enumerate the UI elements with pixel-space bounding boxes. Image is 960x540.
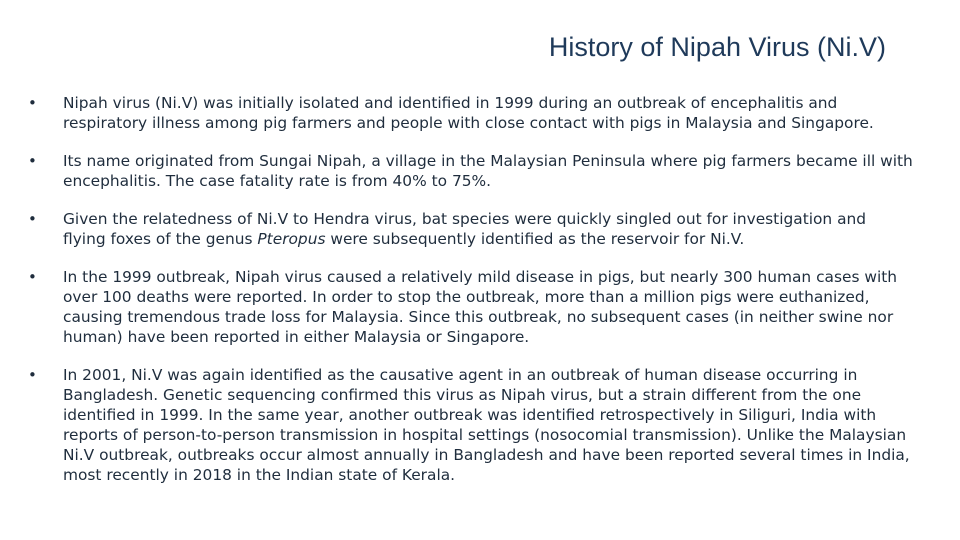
bullet-item-reservoir [28, 209, 913, 249]
bullet-text: Nipah virus (Ni.V) was initially isolated and identified in 1999 during an outbreak of encephalitis and respiratory illness among pig farmers and people with close contact with pigs in Malaysia and Singapore. [63, 94, 874, 132]
bullet-text: In the 1999 outbreak, Nipah virus caused a relatively mild disease in pigs, but nearly 300 human cases with over 100 deaths were reported. In order to stop the outbreak, more than a million pigs were euthanized, causing tremendous trade loss for Malaysia. Since this outbreak, no subsequent cases (in neither swine nor human) have been reported in either Malaysia or Singapore. [63, 268, 898, 346]
bullet-item-2001-outbreak [28, 365, 913, 485]
bullet-item-isolation [28, 93, 913, 133]
bullet-item-1999-outbreak [28, 267, 913, 347]
bullet-text: In 2001, Ni.V was again identified as the causative agent in an outbreak of human disease occurring in Bangladesh. Genetic sequencing confirmed this virus as Nipah virus, but a strain different from the one identified in 1999. In the same year, another outbreak was identified retrospectively in Siliguri, India with reports of person-to-person transmission in hospital settings (nosocomial transmission). Unlike the Malaysian Ni.V outbreak, outbreaks occur almost annually in Bangladesh and have been reported several times in India, most recently in 2018 in the Indian state of Kerala. [63, 366, 910, 484]
genus-name: Pteropus [257, 230, 326, 248]
bullet-text-after: were subsequently identified as the reservoir for Ni.V. [325, 230, 745, 248]
bullet-item-name-origin [28, 151, 913, 191]
slide-title: History of Nipah Virus (Ni.V) [548, 32, 886, 62]
bullet-text: Its name originated from Sungai Nipah, a village in the Malaysian Peninsula where pig farmers became ill with encephalitis. The case fatality rate is from 40% to 75%. [63, 152, 913, 190]
bullet-list [28, 93, 913, 503]
bullet-text-before: Given the relatedness of Ni.V to Hendra virus, bat species were quickly singled out for investigation and flying foxes of the genus [63, 210, 867, 248]
